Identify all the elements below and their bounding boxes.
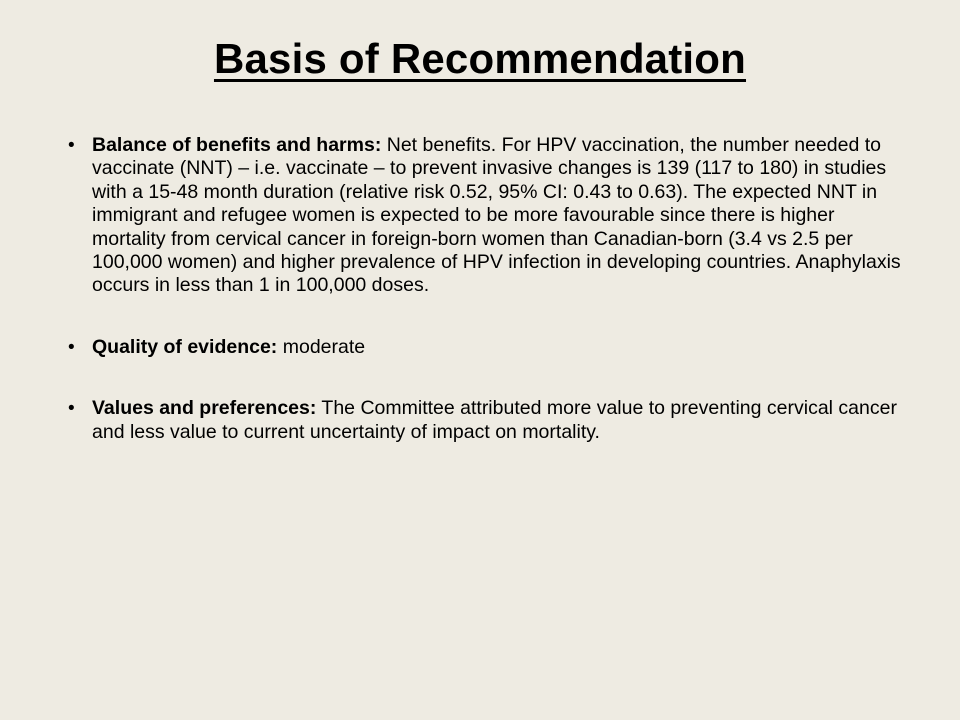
bullet-list [68, 134, 907, 482]
bullet-text: Net benefits. For HPV vaccination, the number needed to vaccinate (NNT) – i.e. vaccinate – to prevent invasive changes is 139 (117 to 180) in studies with a 15-48 month duration (relative risk 0.52, 95% CI: 0.43 to 0.63). The expected NNT in immigrant and refugee women is expected to be more favourable since there is higher mortality from cervical cancer in foreign-born women than Canadian-born (3.4 vs 2.5 per 100,000 women) and higher prevalence of HPV infection in developing countries. Anaphylaxis occurs in less than 1 in 100,000 doses. [92, 134, 901, 297]
slide-title: Basis of Recommendation [213, 35, 747, 82]
bullet-text: The Committee attributed more value to preventing cervical cancer and less value to current uncertainty of impact on mortality. [92, 397, 897, 443]
bullet-label: Quality of evidence: [92, 335, 278, 358]
bullet-benefits-harms [68, 134, 907, 298]
bullet-label: Balance of benefits and harms: [92, 134, 382, 156]
bullet-dot-icon: • [68, 398, 75, 420]
bullet-values-preferences [68, 397, 907, 444]
bullet-dot-icon: • [68, 336, 75, 358]
bullet-quality-evidence [68, 335, 907, 359]
bullet-dot-icon: • [68, 135, 75, 156]
bullet-label: Values and preferences: [92, 397, 317, 420]
bullet-text: moderate [277, 335, 366, 358]
